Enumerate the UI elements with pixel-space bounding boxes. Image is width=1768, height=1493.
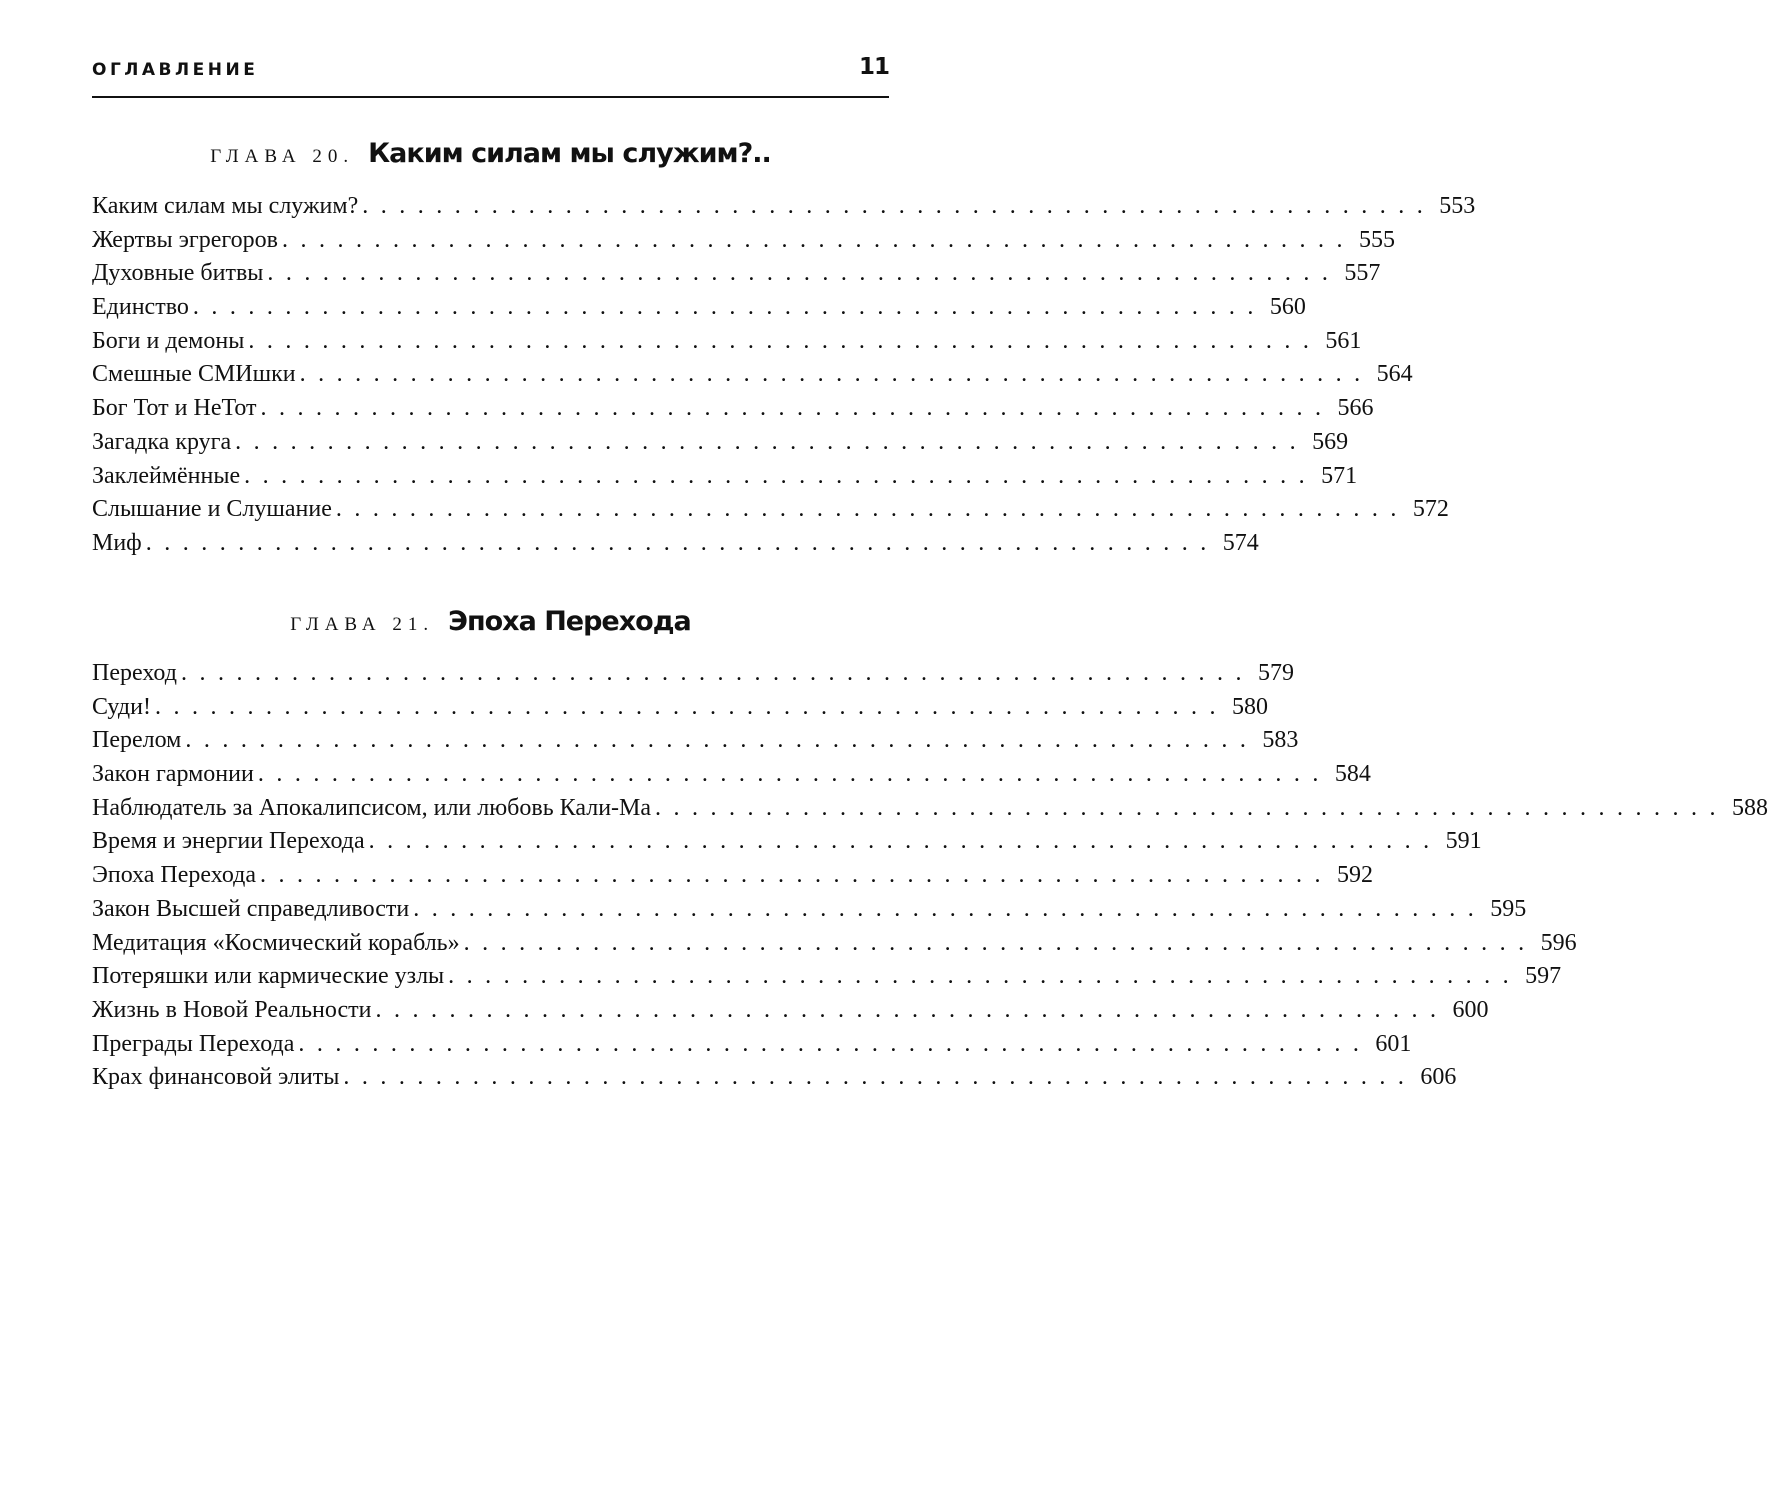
running-title: ОГЛАВЛЕНИЕ bbox=[92, 60, 259, 80]
toc-entry-title: Закон Высшей справедливости bbox=[92, 895, 410, 922]
toc-entry-page: 564 bbox=[1376, 361, 1413, 388]
toc-entry[interactable] bbox=[92, 392, 1374, 426]
toc-entry-page: 557 bbox=[1344, 260, 1381, 287]
dot-leader: .......................................................... bbox=[180, 660, 1254, 686]
dot-leader: .......................................................... bbox=[257, 761, 1331, 788]
page-number: 11 bbox=[858, 54, 889, 80]
toc-entry-page: 572 bbox=[1412, 496, 1449, 523]
toc-entry-title: Жертвы эгрегоров bbox=[92, 226, 278, 253]
toc-entry-title: Перелом bbox=[92, 727, 182, 754]
toc-entry-title: Духовные битвы bbox=[92, 260, 264, 287]
toc-entry-title: Бог Тот и НеТот bbox=[92, 395, 257, 422]
toc-entry-title: Заклеймённые bbox=[92, 462, 241, 489]
running-head bbox=[92, 54, 889, 84]
toc-entry-title: Закон гармонии bbox=[92, 761, 254, 788]
toc-entry-title: Время и энергии Перехода bbox=[92, 828, 365, 855]
toc-entry[interactable] bbox=[92, 792, 1768, 826]
toc-entry[interactable] bbox=[92, 960, 1562, 994]
toc-entry[interactable] bbox=[92, 859, 1374, 893]
toc-entry[interactable] bbox=[92, 758, 1371, 792]
toc-entry-page: 583 bbox=[1262, 727, 1299, 754]
toc-entry-title: Эпоха Перехода bbox=[92, 862, 257, 889]
toc-entry-page: 571 bbox=[1321, 462, 1358, 489]
toc-entry[interactable] bbox=[92, 358, 1413, 392]
dot-leader: .......................................................... bbox=[281, 226, 1355, 253]
toc-entry-title: Загадка круга bbox=[92, 428, 232, 455]
toc-entry-title: Жизнь в Новой Реальности bbox=[92, 996, 372, 1023]
toc-entry-page: 574 bbox=[1222, 529, 1259, 556]
chapter-label: ГЛАВА 20. bbox=[210, 146, 355, 167]
toc-entry-page: 569 bbox=[1312, 428, 1349, 455]
toc-entry-page: 597 bbox=[1525, 963, 1562, 990]
dot-leader: .......................................................... bbox=[655, 794, 1729, 821]
toc-entry-page: 553 bbox=[1439, 193, 1476, 219]
toc-entry[interactable] bbox=[92, 724, 1299, 758]
toc-entry-title: Суди! bbox=[92, 693, 151, 720]
toc-entry-page: 600 bbox=[1452, 996, 1489, 1023]
toc-entry[interactable] bbox=[92, 927, 1577, 961]
toc-entry-title: Смешные СМИшки bbox=[92, 361, 296, 388]
toc-entry[interactable] bbox=[92, 291, 1306, 325]
toc-entry[interactable] bbox=[92, 1061, 1457, 1095]
dot-leader: .......................................................... bbox=[192, 294, 1266, 321]
dot-leader: .......................................................... bbox=[299, 361, 1373, 388]
toc-entry-title: Потеряшки или кармические узлы bbox=[92, 963, 445, 990]
dot-leader: .......................................................... bbox=[368, 828, 1442, 855]
toc-entry-title: Крах финансовой элиты bbox=[92, 1064, 340, 1091]
dot-leader: .......................................................... bbox=[343, 1064, 1417, 1091]
toc-entry-title: Преграды Перехода bbox=[92, 1030, 295, 1057]
toc-entry[interactable] bbox=[92, 825, 1482, 859]
toc-entry[interactable] bbox=[92, 460, 1358, 494]
dot-leader: .......................................................... bbox=[463, 929, 1537, 956]
toc-entry-page: 601 bbox=[1375, 1030, 1412, 1057]
toc-entry-title: Каким силам мы служим? bbox=[92, 193, 359, 219]
toc-entry[interactable] bbox=[92, 325, 1362, 359]
toc-entry-page: 560 bbox=[1269, 294, 1306, 321]
toc-entry[interactable] bbox=[92, 224, 1395, 258]
toc-entry-title: Боги и демоны bbox=[92, 327, 245, 354]
toc-entry-page: 555 bbox=[1358, 226, 1395, 253]
toc-entry-title: Наблюдатель за Апокалипсисом, или любовь Кали-Ма bbox=[92, 794, 652, 821]
dot-leader: .......................................................... bbox=[413, 895, 1487, 922]
toc-entry[interactable] bbox=[92, 190, 1476, 224]
toc-entry-page: 584 bbox=[1334, 761, 1371, 788]
chapter-heading-20 bbox=[92, 138, 889, 169]
dot-leader: .......................................................... bbox=[260, 862, 1334, 889]
dot-leader: .......................................................... bbox=[335, 496, 1409, 523]
toc-entry-page: 606 bbox=[1420, 1064, 1457, 1091]
dot-leader: .......................................................... bbox=[154, 693, 1228, 720]
dot-leader: .......................................................... bbox=[248, 327, 1322, 354]
toc-entry-page: 566 bbox=[1337, 395, 1374, 422]
toc-entry-page: 580 bbox=[1231, 693, 1268, 720]
toc-entry[interactable] bbox=[92, 691, 1268, 725]
toc-entry[interactable] bbox=[92, 1028, 1412, 1062]
header-rule bbox=[92, 96, 889, 98]
chapter-title: Эпоха Перехода bbox=[448, 606, 691, 637]
toc-entry-title: Единство bbox=[92, 294, 189, 321]
toc-entry-page: 592 bbox=[1337, 862, 1374, 889]
dot-leader: .......................................................... bbox=[448, 963, 1522, 990]
toc-entry[interactable] bbox=[92, 527, 1259, 561]
toc-entry-page: 588 bbox=[1732, 794, 1768, 821]
dot-leader: .......................................................... bbox=[267, 260, 1341, 287]
toc-entry[interactable] bbox=[92, 493, 1449, 527]
dot-leader: .......................................................... bbox=[185, 727, 1259, 754]
toc-entry-page: 595 bbox=[1490, 895, 1527, 922]
toc-entry-page: 561 bbox=[1325, 327, 1362, 354]
toc-entry-page: 591 bbox=[1445, 828, 1482, 855]
toc-list-chapter-21 bbox=[92, 657, 1768, 1095]
chapter-heading-21 bbox=[92, 606, 889, 637]
dot-leader: .......................................................... bbox=[244, 462, 1318, 489]
dot-leader: .......................................................... bbox=[235, 428, 1309, 455]
toc-entry[interactable] bbox=[92, 893, 1527, 927]
toc-list-chapter-20 bbox=[92, 190, 1476, 561]
dot-leader: .......................................................... bbox=[260, 395, 1334, 422]
toc-entry[interactable] bbox=[92, 257, 1381, 291]
dot-leader: .......................................................... bbox=[375, 996, 1449, 1023]
toc-entry-page: 579 bbox=[1257, 660, 1294, 686]
toc-entry-page: 596 bbox=[1540, 929, 1577, 956]
dot-leader: .......................................................... bbox=[362, 193, 1436, 219]
toc-entry-title: Медитация «Космический корабль» bbox=[92, 929, 460, 956]
toc-entry-title: Миф bbox=[92, 529, 142, 556]
chapter-label: ГЛАВА 21. bbox=[290, 614, 435, 635]
toc-entry[interactable] bbox=[92, 657, 1294, 691]
chapter-title: Каким силам мы служим?.. bbox=[368, 138, 771, 169]
toc-entry-title: Переход bbox=[92, 660, 177, 686]
dot-leader: .......................................................... bbox=[145, 529, 1219, 556]
dot-leader: .......................................................... bbox=[298, 1030, 1372, 1057]
toc-entry[interactable] bbox=[92, 994, 1489, 1028]
toc-entry[interactable] bbox=[92, 426, 1349, 460]
toc-entry-title: Слышание и Слушание bbox=[92, 496, 332, 523]
